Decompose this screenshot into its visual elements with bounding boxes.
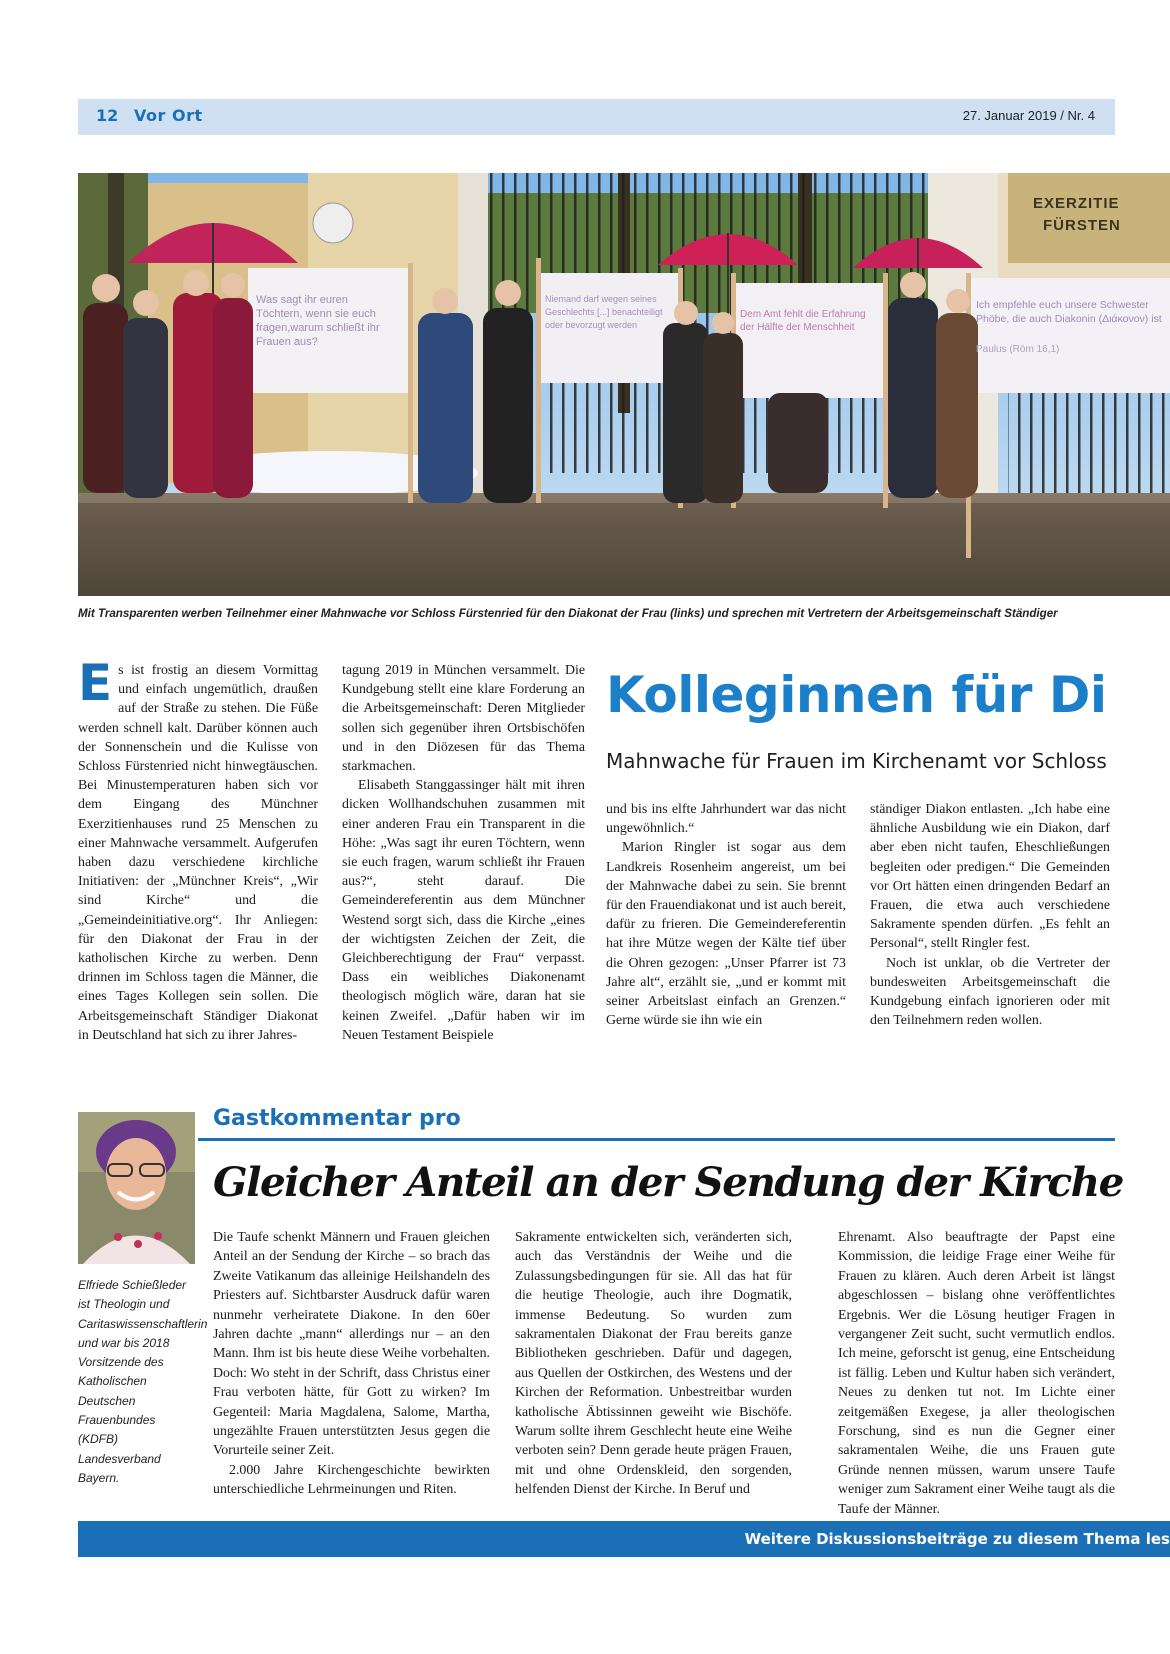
article-col1-text: s ist frostig an diesem Vormittag und einfach ungemütlich, draußen auf der Straße zu stehen. Die Füße werden schnell kalt. Darüber können auch der Sonnenschein und die Kulisse von Schloss Fürstenried nicht hinwegtäuschen. Bei Minustemperaturen haben sich vor dem Eingang des Münchner Exerzitienhauses rund 25 Menschen zu einer Mahnwache versammelt. Aufgerufen haben dazu verschiedene kirchliche Initiativen: der „Münchner Kreis“, „Wir sind Kirche“ und die „Gemeindeinitiative.org“. Ihr Anliegen: für den Diakonat der Frau in der katholischen Kirche zu werben. Denn drinnen im Schloss tagen die Männer, die eines Tages Kollegen sein sollen. Die Arbeitsgemeinschaft Ständiger Diakonat in Deutschland hat sich zu ihrer Jahres- xyxy=(78,663,318,1043)
article-col3-p2: Marion Ringler ist sogar aus dem Landkreis Rosenheim angereist, um bei der Mahnwache dabei zu sein. Sie brennt für den Frauendiakonat und ist auch bereit, dafür zu frieren. Die Gemeindereferentin hat ihre Mütze wegen der Kälte tief über die Ohren gezogen: „Unser Pfarrer ist 73 Jahre alt“, erzählt sie, „und er kommt mit seiner Arbeitslast einfach an Grenzen.“ Gerne würde sie ihn wie ein xyxy=(606,840,846,1029)
page-number: 12 xyxy=(96,106,119,125)
banner-text-1: Was sagt ihr euren Töchtern, wenn sie euch fragen,warum schließt ihr Frauen aus? xyxy=(256,294,380,348)
commentary-column-3 xyxy=(838,1228,1115,1519)
banner-text-2: Niemand darf wegen seines Geschlechts [...] benachteiligt oder bevorzugt werden xyxy=(545,294,663,330)
banner-text-5: Paulus (Röm 16,1) xyxy=(976,344,1060,355)
article-column-4 xyxy=(870,800,1110,1030)
article-column-3 xyxy=(606,800,846,1030)
page-header xyxy=(78,99,1115,135)
building-sign-line-1: EXERZITIE xyxy=(1033,195,1120,212)
footer-bar xyxy=(78,1521,1170,1557)
commentary-col1-p2: 2.000 Jahre Kirchengeschichte bewirkten unterschiedliche Lehrmeinungen und Riten. xyxy=(213,1462,490,1498)
article-column-2 xyxy=(342,661,585,1045)
article-col2-p2: Elisabeth Stanggassinger hält mit ihren dicken Wollhandschuhen zusammen mit einer anderen Frau ein Transparent in die Höhe: „Was sagt ihr euren Töchtern, wenn sie euch fragen, warum schließt ihr Frauen aus?“, steht darauf. Die Gemeindereferentin aus dem Münchner Westend sorgt sich, dass die Kirche „eines der wichtigsten Zeichen der Zeit, die Gleichberechtigung der Frau“ verpasst. Dass ein weibliches Diakonenamt theologisch möglich wäre, daran hat sie keinen Zweifel. „Dafür haben wir im Neuen Testament Beispiele xyxy=(342,778,585,1043)
article-headline: Kolleginnen für Di xyxy=(606,666,1107,724)
commentary-col1-p1: Die Taufe schenkt Männern und Frauen gleichen Anteil an der Sendung der Kirche – so brach das Zweite Vatikanum das alleinige Heilshandeln des Priesters auf. Sichtbarster Ausdruck dafür waren nunmehr verheiratete Diakone. In den 60er Jahren dachte „mann“ allerdings nur – an den Mann. Ihm ist bis heute diese Weihe vorbehalten. Doch: Wo steht in der Schrift, dass Christus einer Frau verboten hätte, für Gott zu wirken? Im Gegenteil: Maria Magdalena, Salome, Martha, ungezählte Frauen unterstützten Jesus gegen die Vorurteile seiner Zeit. xyxy=(213,1230,490,1459)
commentary-column-1 xyxy=(213,1228,490,1500)
commentary-column-2 xyxy=(515,1228,792,1500)
commentary-col3-text: Ehrenamt. Also beauftragte der Papst eine Kommission, die leidige Frage einer Weihe für Frauen zu klären. Auch deren Arbeit ist längst abgeschlossen – bislang ohne veröffentlichtes Ergebnis. Wer die Lösung heutiger Fragen in vergangener Zeit sucht, sucht vermutlich endlos. Ich meine, geforscht ist genug, eine Entscheidung ist fällig. Leben und Kultur haben sich verändert, Neues zu denken tut not. Im Lichte einer zeitgemäßen Exegese, ja aller theologischen Forschung, sind es nun die Gegner einer sakramentalen Weihe, die uns Frauen gute Gründe nennen müssen, warum unsere Taufe weniger zum Sakrament einer Weihe taugt als die Taufe der Männer. xyxy=(838,1230,1115,1517)
drop-cap: E xyxy=(78,654,113,712)
article-col3-p1: und bis ins elfte Jahrhundert war das nicht ungewöhnlich.“ xyxy=(606,802,846,837)
article-col4-p2: Noch ist unklar, ob die Vertreter der bundesweiten Arbeitsgemeinschaft die Kundgebung einfach ignorieren oder mit den Teilnehmern reden wollen. xyxy=(870,955,1110,1029)
commentary-col2-text: Sakramente entwickelten sich, veränderten sich, auch das Verständnis der Weihe und die Zulassungsbedingungen für sie. All das hat für die heutige Theologie, auch ihre Dogmatik, immense Bedeutung. So wurden zum sakramentalen Diakonat der Frau bereits ganze Bibliotheken geschrieben. Dafür und dagegen, aus Quellen der Ostkirchen, des Westens und der Kirchen der Reformation. Unbestreitbar wurden katholische Äbtissinnen geweiht wie Bischöfe. Warum sollte ihrem Geschlecht heute eine Weihe verboten sein? Denn gerade heute prägen Frauen, mit und ohne Ordenskleid, den sorgenden, helfenden Dienst der Kirche. In Beruf und xyxy=(515,1230,792,1498)
banner-text-4: Ich empfehle euch unsere Schwester Phöbe, die auch Diakonin (Διάκονον) ist xyxy=(976,299,1162,325)
commentary-divider xyxy=(198,1138,1115,1141)
commentary-kicker: Gastkommentar pro xyxy=(213,1106,461,1131)
photo-caption: Mit Transparenten werben Teilnehmer einer Mahnwache vor Schloss Fürstenried für den Diakonat der Frau (links) und sprechen mit Vertretern der Arbeitsgemeinschaft Ständiger xyxy=(78,607,1058,620)
banner-text-3: Dem Amt fehlt die Erfahrung der Hälfte der Menschheit xyxy=(740,309,866,333)
article-column-1 xyxy=(78,654,318,1045)
building-sign-line-2: FÜRSTEN xyxy=(1043,217,1121,234)
section-title: Vor Ort xyxy=(134,106,203,125)
vigil-photo xyxy=(78,173,1170,596)
article-subheadline: Mahnwache für Frauen im Kirchenamt vor Schloss xyxy=(606,749,1107,773)
article-col4-p1: ständiger Diakon entlasten. „Ich habe eine ähnliche Ausbildung wie ein Diakon, darf aber eben nicht taufen, Eheschließungen begleiten oder predigen.“ Die Gemeinden vor Ort hätten einen dringenden Bedarf an Frauen, die etwa auch verschiedene Sakramente spenden dürfen. „Es fehlt an Personal“, stellt Ringler fest. xyxy=(870,802,1110,952)
issue-date: 27. Januar 2019 / Nr. 4 xyxy=(962,108,1095,123)
author-portrait xyxy=(78,1112,195,1264)
footer-text: Weitere Diskussionsbeiträge zu diesem Thema les xyxy=(744,1530,1170,1548)
commentary-title: Gleicher Anteil an der Sendung der Kirche xyxy=(213,1158,1123,1206)
author-bio: Elfriede Schießleder ist Theologin und Caritaswissenschaftlerin und war bis 2018 Vorsitzende des Katholischen Deutschen Frauenbundes (KDFB) Landesverband Bayern. xyxy=(78,1278,208,1485)
article-col2-p1: tagung 2019 in München versammelt. Die Kundgebung stellt eine klare Forderung an die Arbeitsgemeinschaft: Deren Mitglieder sollen sich gegenüber ihren Ortsbischöfen und in den Diözesen für das Thema starkmachen. xyxy=(342,663,585,775)
